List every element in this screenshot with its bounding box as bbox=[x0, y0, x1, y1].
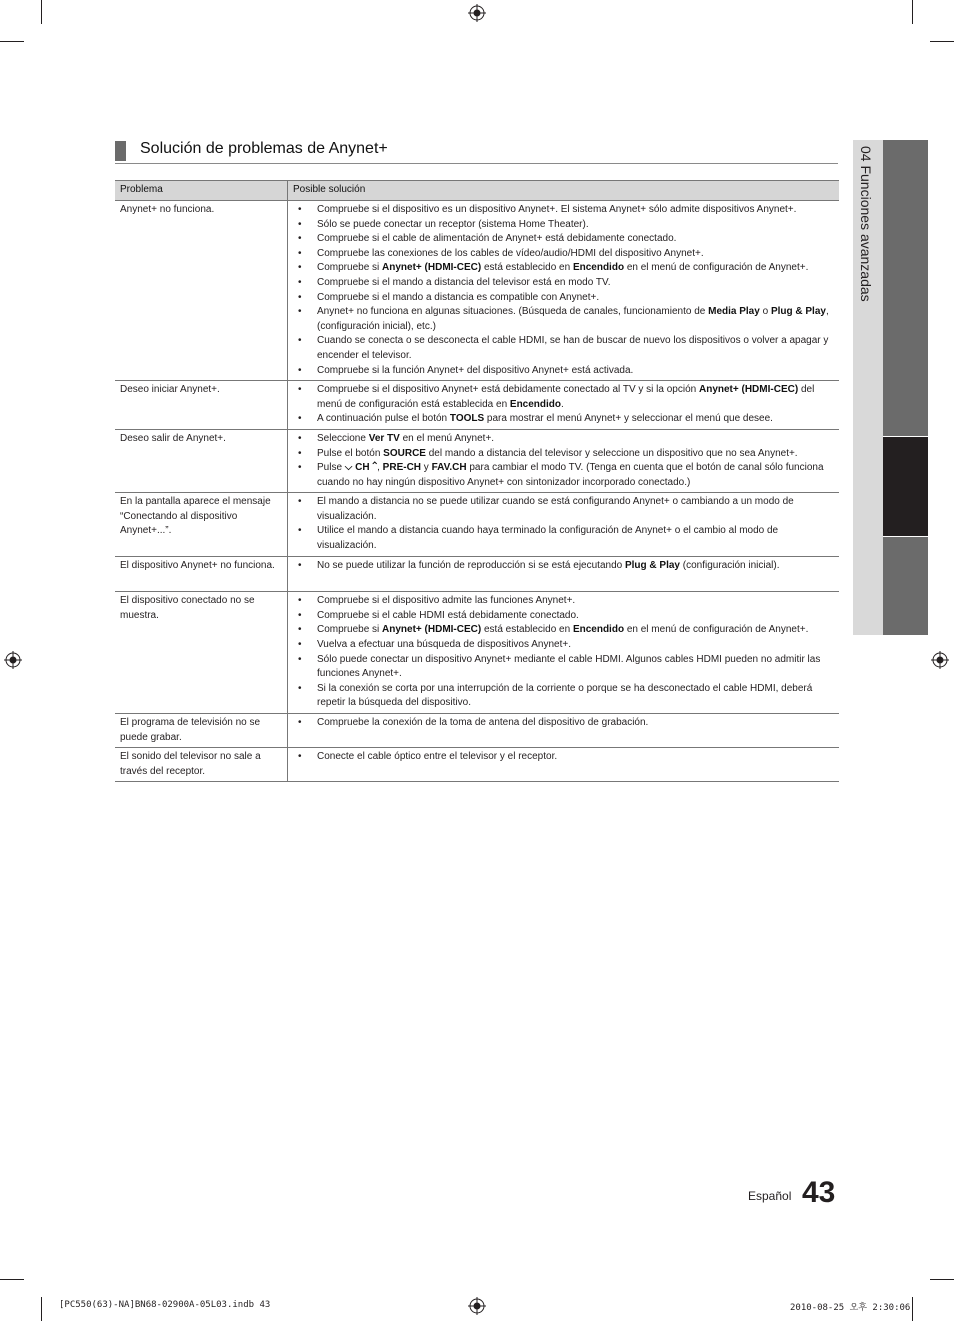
problem-cell: Deseo iniciar Anynet+. bbox=[115, 381, 288, 430]
registration-mark-icon bbox=[4, 651, 22, 669]
solution-list bbox=[293, 716, 834, 731]
problem-cell: Deseo salir de Anynet+. bbox=[115, 429, 288, 492]
table-row bbox=[115, 556, 839, 592]
page-number: 43 bbox=[802, 1176, 836, 1209]
chapter-tab-active-block bbox=[883, 437, 928, 536]
solution-cell bbox=[288, 556, 840, 592]
solution-item: • Anynet+ no funciona en algunas situaciones. (Búsqueda de canales, funcionamiento de Media Play o Plug & Play, (configuración inicial), etc.) bbox=[293, 305, 834, 334]
solution-item: • Compruebe si el mando a distancia del televisor está en modo TV. bbox=[293, 276, 834, 291]
solution-item: • Seleccione Ver TV en el menú Anynet+. bbox=[293, 432, 834, 447]
solution-item: • Compruebe si Anynet+ (HDMI-CEC) está establecido en Encendido en el menú de configuración de Anynet+. bbox=[293, 623, 834, 638]
solution-item: • Cuando se conecta o se desconecta el cable HDMI, se han de buscar de nuevo los dispositivos o volver a apagar y encender el televisor. bbox=[293, 334, 834, 363]
solution-item: • Compruebe si el mando a distancia es compatible con Anynet+. bbox=[293, 291, 834, 306]
solution-list bbox=[293, 594, 834, 711]
table-body bbox=[115, 201, 839, 782]
solution-cell bbox=[288, 748, 840, 782]
problem-cell: En la pantalla aparece el mensaje “Conectando al dispositivo Anynet+...”. bbox=[115, 493, 288, 556]
table-row bbox=[115, 714, 839, 748]
troubleshooting-table bbox=[115, 180, 839, 782]
solution-list bbox=[293, 203, 834, 378]
solution-item: • Conecte el cable óptico entre el televisor y el receptor. bbox=[293, 750, 834, 765]
table-row bbox=[115, 381, 839, 430]
chapter-tab-block bbox=[883, 140, 928, 436]
print-file-info: [PC550(63)-NA]BN68-02900A-05L03.indb 43 bbox=[59, 1300, 271, 1310]
crop-mark bbox=[0, 1279, 24, 1280]
solution-item: • No se puede utilizar la función de reproducción si se está ejecutando Plug & Play (configuración inicial). bbox=[293, 559, 834, 574]
solution-item: • El mando a distancia no se puede utilizar cuando se está configurando Anynet+ o cambiando a un modo de visualización. bbox=[293, 495, 834, 524]
solution-cell bbox=[288, 429, 840, 492]
solution-item: • Compruebe si el dispositivo es un dispositivo Anynet+. El sistema Anynet+ sólo admite dispositivos Anynet+. bbox=[293, 203, 834, 218]
chapter-tab-block bbox=[883, 537, 928, 635]
solution-item: • Compruebe las conexiones de los cables de vídeo/audio/HDMI del dispositivo Anynet+. bbox=[293, 247, 834, 262]
section-title: Solución de problemas de Anynet+ bbox=[140, 140, 388, 157]
crop-mark bbox=[930, 1279, 954, 1280]
solution-item: • Compruebe si el cable de alimentación de Anynet+ está debidamente conectado. bbox=[293, 232, 834, 247]
table-row bbox=[115, 429, 839, 492]
chapter-tab-label: 04 Funciones avanzadas bbox=[858, 146, 874, 302]
solution-cell bbox=[288, 592, 840, 714]
solution-item: • Compruebe si el dispositivo admite las funciones Anynet+. bbox=[293, 594, 834, 609]
solution-cell bbox=[288, 714, 840, 748]
table-header-row bbox=[115, 181, 839, 201]
solution-cell bbox=[288, 493, 840, 556]
section-heading bbox=[115, 139, 838, 164]
table-row bbox=[115, 201, 839, 381]
solution-item: • Sólo puede conectar un dispositivo Anynet+ mediante el cable HDMI. Algunos cables HDMI pueden no admitir las funciones Anynet+. bbox=[293, 653, 834, 682]
solution-item: • Si la conexión se corta por una interrupción de la corriente o porque se ha desconectado el cable HDMI, deberá repetir la búsqueda del dispositivo. bbox=[293, 682, 834, 711]
solution-item: • Sólo se puede conectar un receptor (sistema Home Theater). bbox=[293, 218, 834, 233]
problem-cell: El dispositivo Anynet+ no funciona. bbox=[115, 556, 288, 592]
solution-item: • Compruebe si la función Anynet+ del dispositivo Anynet+ está activada. bbox=[293, 364, 834, 379]
solution-cell bbox=[288, 381, 840, 430]
column-header-solution: Posible solución bbox=[288, 181, 840, 201]
solution-list bbox=[293, 559, 834, 574]
solution-list bbox=[293, 495, 834, 553]
table-row bbox=[115, 592, 839, 714]
problem-cell: El dispositivo conectado no se muestra. bbox=[115, 592, 288, 714]
registration-mark-icon bbox=[931, 651, 949, 669]
solution-list bbox=[293, 750, 834, 765]
crop-mark bbox=[0, 41, 24, 42]
solution-item: • Pulse el botón SOURCE del mando a distancia del televisor y seleccione un dispositivo que no sea Anynet+. bbox=[293, 447, 834, 462]
crop-mark bbox=[912, 0, 913, 24]
solution-item: • Pulse ⌵ CH ⌃, PRE-CH y FAV.CH para cambiar el modo TV. (Tenga en cuenta que el botón de canal sólo funciona cuando no hay ningún dispositivo Anynet+ con sintonizador incorporado conectado.) bbox=[293, 461, 834, 490]
print-timestamp: 2010-08-25 오후 2:30:06 bbox=[790, 1303, 911, 1313]
crop-mark bbox=[41, 1297, 42, 1321]
column-header-problem: Problema bbox=[115, 181, 288, 201]
problem-cell: El sonido del televisor no sale a través del receptor. bbox=[115, 748, 288, 782]
solution-item: • Compruebe si el cable HDMI está debidamente conectado. bbox=[293, 609, 834, 624]
solution-item: • Compruebe si el dispositivo Anynet+ está debidamente conectado al TV y si la opción Anynet+ (HDMI-CEC) del menú de configuración está establecida en Encendido. bbox=[293, 383, 834, 412]
crop-mark bbox=[41, 0, 42, 24]
heading-marker bbox=[115, 141, 126, 161]
problem-cell: Anynet+ no funciona. bbox=[115, 201, 288, 381]
problem-cell: El programa de televisión no se puede grabar. bbox=[115, 714, 288, 748]
crop-mark bbox=[912, 1297, 913, 1321]
table-row bbox=[115, 748, 839, 782]
solution-item: • Compruebe la conexión de la toma de antena del dispositivo de grabación. bbox=[293, 716, 834, 731]
solution-list bbox=[293, 432, 834, 490]
table-row bbox=[115, 493, 839, 556]
solution-item: • Compruebe si Anynet+ (HDMI-CEC) está establecido en Encendido en el menú de configuración de Anynet+. bbox=[293, 261, 834, 276]
solution-list bbox=[293, 383, 834, 427]
solution-item: • Utilice el mando a distancia cuando haya terminado la configuración de Anynet+ o el cambio al modo de visualización. bbox=[293, 524, 834, 553]
registration-mark-icon bbox=[468, 4, 486, 22]
registration-mark-icon bbox=[468, 1297, 486, 1315]
footer-language: Español bbox=[748, 1189, 792, 1203]
solution-cell bbox=[288, 201, 840, 381]
solution-item: • A continuación pulse el botón TOOLS para mostrar el menú Anynet+ y seleccionar el menú que desee. bbox=[293, 412, 834, 427]
crop-mark bbox=[930, 41, 954, 42]
solution-item: • Vuelva a efectuar una búsqueda de dispositivos Anynet+. bbox=[293, 638, 834, 653]
